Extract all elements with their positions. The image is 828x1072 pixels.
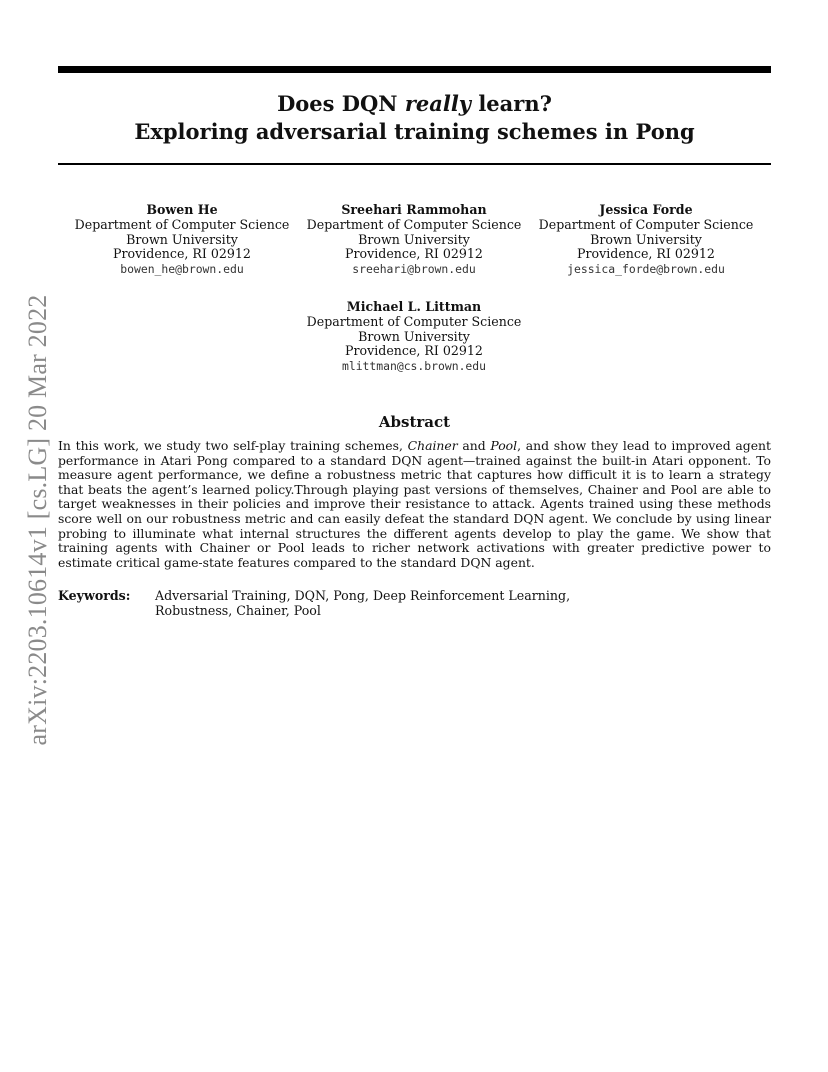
- author-name: Jessica Forde: [599, 202, 693, 217]
- top-rule: [58, 66, 771, 73]
- abstract-text: In this work, we study two self-play training schemes,: [58, 438, 408, 453]
- author-name: Bowen He: [146, 202, 218, 217]
- abstract-emphasis-pool: Pool: [490, 438, 518, 453]
- author-location: Providence, RI 02912: [577, 246, 715, 262]
- author-location: Providence, RI 02912: [345, 343, 483, 359]
- author-block: [299, 203, 529, 277]
- abstract-text: , and show they lead to improved agent performance in Atari Pong compared to a standard DQN agent—trained against the built-in Atari opponent. To measure agent performance, we define a robustness metric that captures how difficult it is to learn a strategy that beats the agent’s learned policy.Through playing past versions of themselves, Chainer and Pool are able to target weaknesses in their policies and improve their resistance to attack. Agents trained using these methods score well on our robustness metric and can easily defeat the standard DQN agent. We conclude by using linear probing to illuminate what internal structures the different agents develop to play the game. We show that training agents with Chainer or Pool leads to richer network activations with greater predictive power to estimate critical game-state features compared to the standard DQN agent.: [58, 438, 771, 570]
- author-institution: Brown University: [358, 328, 470, 344]
- author-block: [531, 203, 761, 277]
- abstract-body: [58, 439, 771, 570]
- abstract-heading: Abstract: [378, 413, 451, 431]
- title-line-1: [58, 90, 771, 118]
- title-line-2: Exploring adversarial training schemes in Pong: [134, 119, 695, 144]
- bottom-rule: [58, 163, 771, 165]
- paper-title: [58, 90, 771, 146]
- author-email: sreehari@brown.edu: [352, 262, 476, 277]
- title-emphasis: really: [404, 91, 472, 116]
- author-department: Department of Computer Science: [306, 216, 522, 232]
- title-text-end: learn?: [471, 91, 552, 116]
- author-block: [67, 203, 297, 277]
- author-email: mlittman@cs.brown.edu: [341, 359, 486, 374]
- author-location: Providence, RI 02912: [345, 246, 483, 262]
- author-institution: Brown University: [126, 231, 238, 247]
- keywords-text: Adversarial Training, DQN, Pong, Deep Reinforcement Learning, Robustness, Chainer, Pool: [155, 588, 571, 618]
- author-institution: Brown University: [590, 231, 702, 247]
- author-department: Department of Computer Science: [74, 216, 290, 232]
- abstract-emphasis-chainer: Chainer: [407, 438, 458, 453]
- author-name: Sreehari Rammohan: [341, 202, 487, 217]
- author-department: Department of Computer Science: [306, 313, 522, 329]
- author-institution: Brown University: [358, 231, 470, 247]
- keywords-label: Keywords:: [58, 588, 131, 603]
- author-location: Providence, RI 02912: [113, 246, 251, 262]
- abstract-text: and: [457, 438, 491, 453]
- author-department: Department of Computer Science: [538, 216, 754, 232]
- author-block: [299, 300, 529, 374]
- arxiv-identifier[interactable]: arXiv:2203.10614v1 [cs.LG] 20 Mar 2022: [23, 294, 52, 746]
- author-email: jessica_forde@brown.edu: [567, 262, 725, 277]
- title-text: Does DQN: [277, 91, 405, 116]
- author-email: bowen_he@brown.edu: [120, 262, 244, 277]
- author-name: Michael L. Littman: [346, 299, 482, 314]
